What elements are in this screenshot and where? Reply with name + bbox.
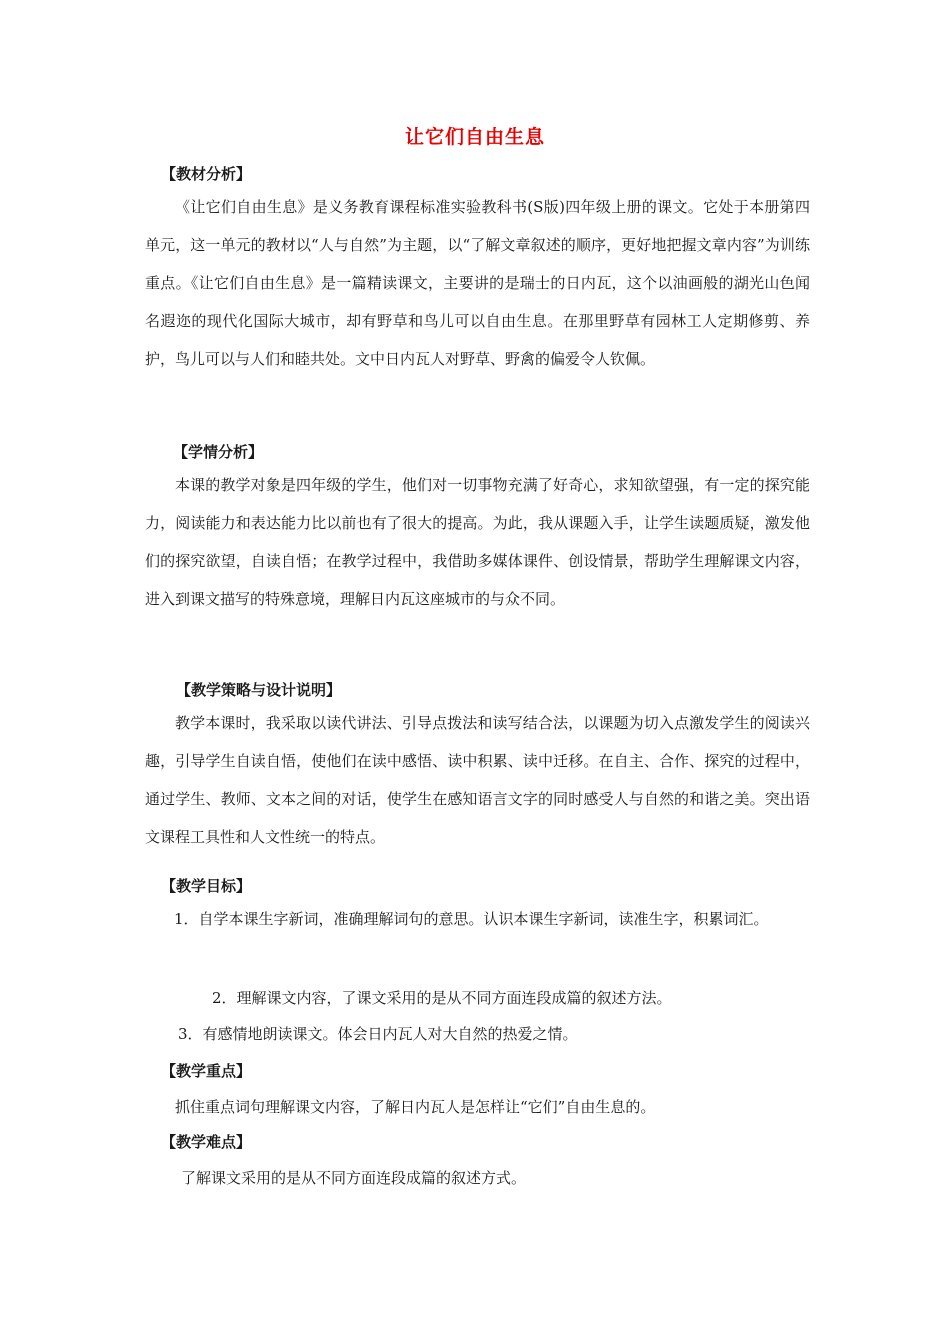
heading-teaching-goals: 【教学目标】 (161, 877, 252, 895)
paragraph-key-points: 抓住重点词句理解课文内容，了解日内瓦人是怎样让“它们”自由生息的。 (175, 1098, 656, 1116)
paragraph-textbook-analysis: 《让它们自由生息》是义务教育课程标准实验教科书(S版)四年级上册的课文。它处于本册第四单元，这一单元的教材以“人与自然”为主题，以“了解文章叙述的顺序，更好地把握文章内容”为训练重点。《让它们自由生息》是一篇精读课文，主要讲的是瑞士的日内瓦，这个以油画般的湖光山色闻名遐迩的现代化国际大城市，却有野草和鸟儿可以自由生息。在那里野草有园林工人定期修剪、养护，鸟儿可以与人们和睦共处。文中日内瓦人对野草、野禽的偏爱令人钦佩。 (145, 198, 810, 368)
paragraph-teaching-strategy: 教学本课时，我采取以读代讲法、引导点拨法和读写结合法，以课题为切入点激发学生的阅读兴趣，引导学生自读自悟，使他们在读中感悟、读中积累、读中迁移。在自主、合作、探究的过程中，通过学生、教师、文本之间的对话，使学生在感知语言文字的同时感受人与自然的和谐之美。突出语文课程工具性和人文性统一的特点。 (145, 714, 810, 846)
heading-textbook-analysis: 【教材分析】 (161, 165, 252, 183)
goal-item-3: 3．有感情地朗读课文。体会日内瓦人对大自然的热爱之情。 (178, 1025, 578, 1043)
heading-difficulties: 【教学难点】 (161, 1133, 252, 1151)
paragraph-difficulties: 了解课文采用的是从不同方面连段成篇的叙述方式。 (181, 1169, 527, 1187)
goal-item-2: 2．理解课文内容，了课文采用的是从不同方面连段成篇的叙述方法。 (212, 989, 672, 1007)
heading-student-analysis: 【学情分析】 (173, 443, 264, 461)
goal-item-1: 1．自学本课生字新词，准确理解词句的意思。认识本课生字新词，读准生字，积累词汇。 (174, 910, 769, 928)
paragraph-student-analysis: 本课的教学对象是四年级的学生，他们对一切事物充满了好奇心，求知欲望强，有一定的探究能力，阅读能力和表达能力比以前也有了很大的提高。为此，我从课题入手，让学生读题质疑，激发他们的探究欲望，自读自悟；在教学过程中，我借助多媒体课件、创设情景，帮助学生理解课文内容，进入到课文描写的特殊意境，理解日内瓦这座城市的与众不同。 (145, 476, 810, 608)
document-title: 让它们自由生息 (404, 126, 545, 148)
heading-teaching-strategy: 【教学策略与设计说明】 (176, 681, 342, 699)
heading-key-points: 【教学重点】 (161, 1062, 252, 1080)
